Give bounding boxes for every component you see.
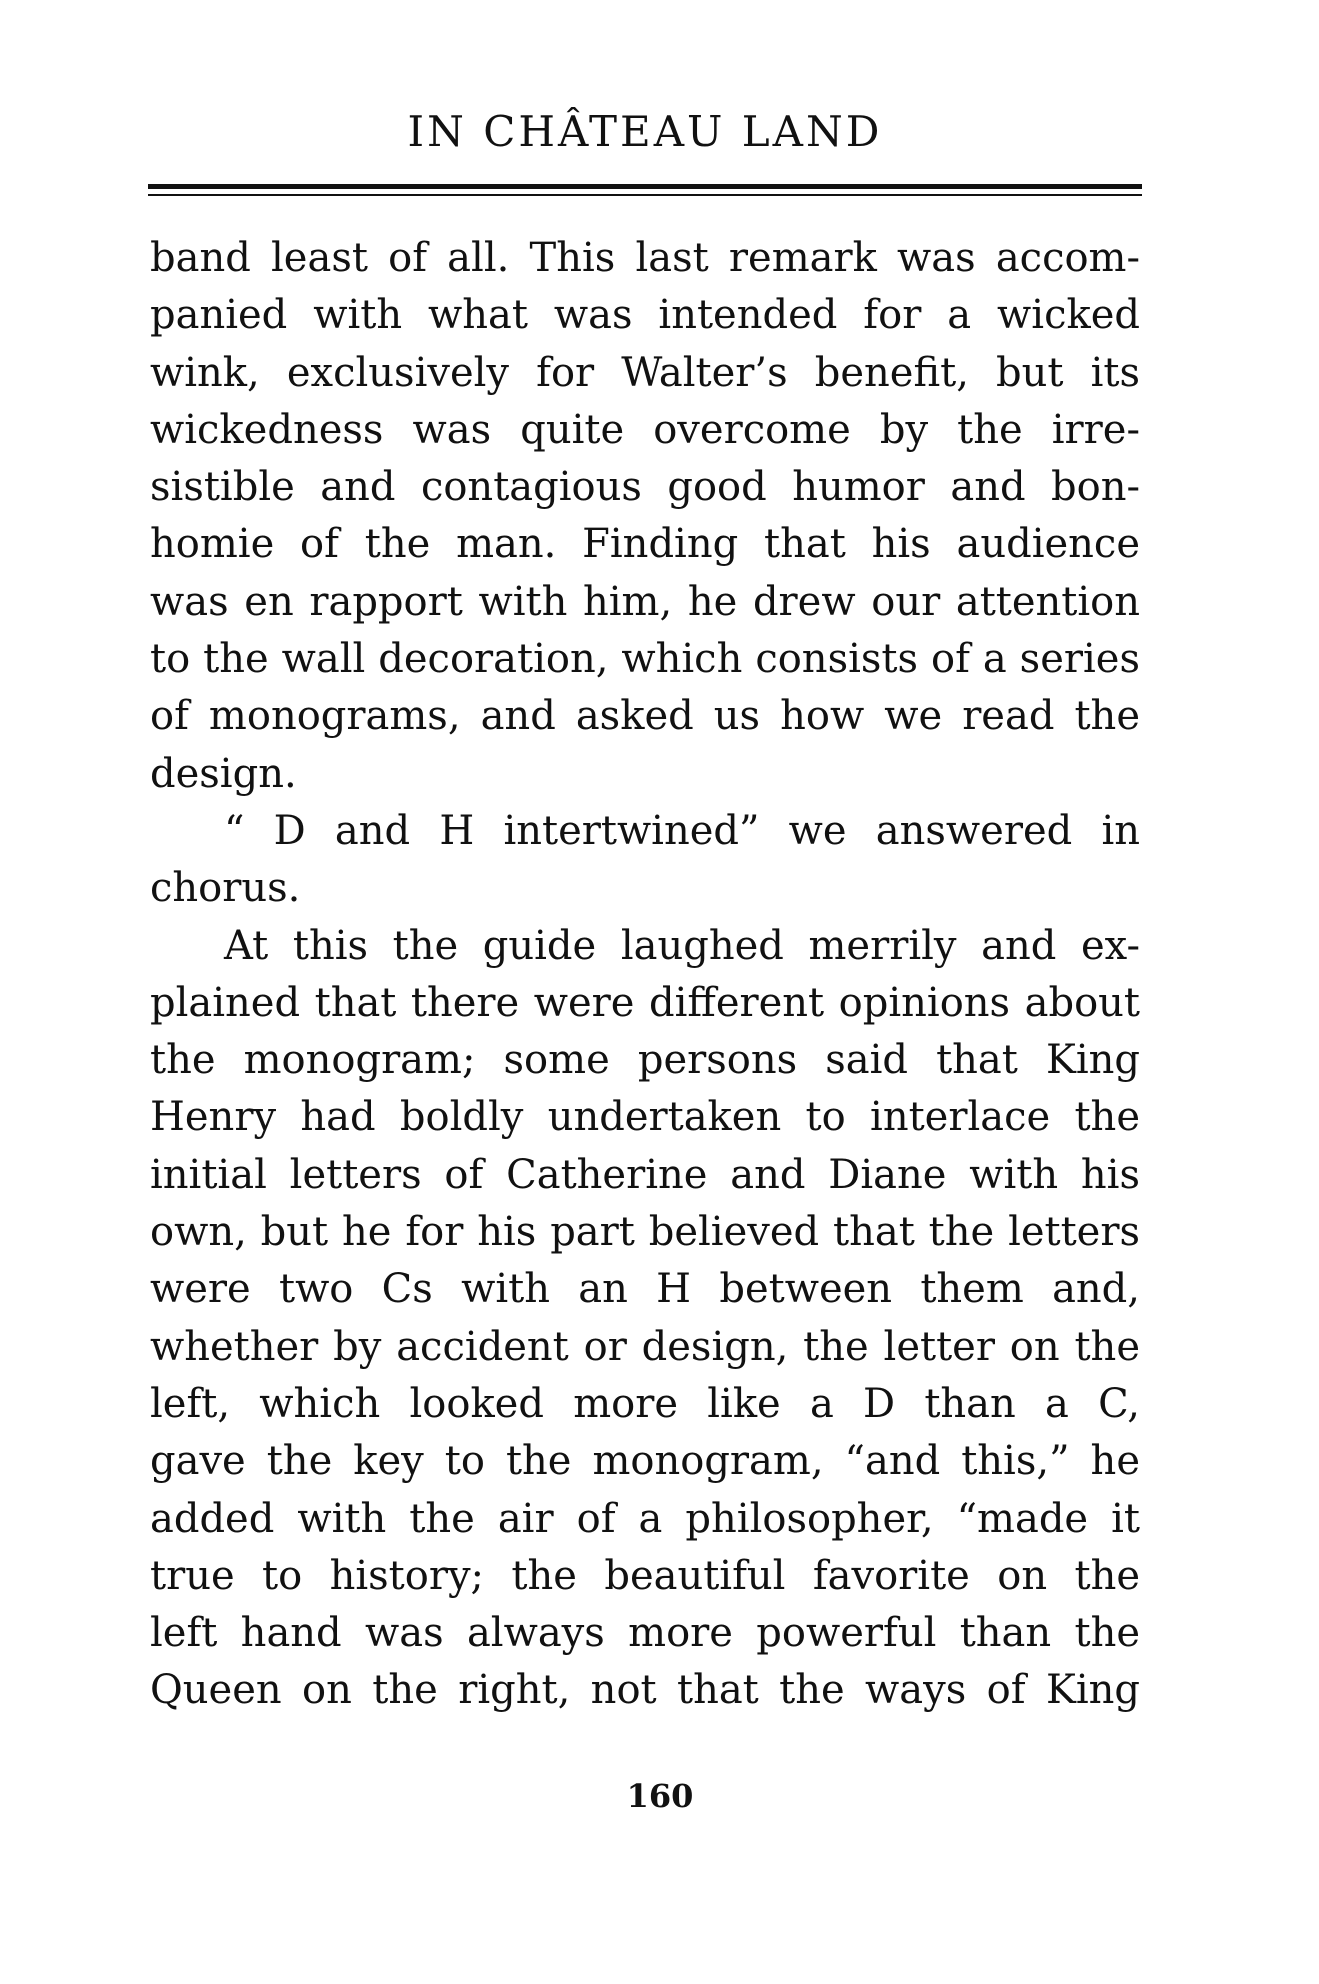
header-rule-thin: [148, 194, 1142, 196]
text-line: of monograms, and asked us how we read the: [150, 693, 1140, 740]
text-line: whether by accident or design, the letter on the: [150, 1323, 1140, 1370]
text-line: left, which looked more like a D than a C,: [150, 1380, 1140, 1427]
text-line: plained that there were different opinions about: [150, 979, 1140, 1026]
text-line: the monogram; some persons said that King: [150, 1037, 1140, 1084]
text-line: wickedness was quite overcome by the irre-: [150, 406, 1140, 453]
text-line: “ D and H intertwined” we answered in: [224, 807, 1140, 854]
text-line: Henry had boldly undertaken to interlace the: [150, 1094, 1140, 1141]
text-line: to the wall decoration, which consists of a series: [150, 636, 1140, 683]
text-line: At this the guide laughed merrily and ex-: [224, 922, 1140, 969]
page-number: 160: [626, 1777, 694, 1815]
text-line: homie of the man. Finding that his audience: [150, 521, 1140, 568]
text-line: was en rapport with him, he drew our attention: [150, 578, 1140, 625]
text-line: gave the key to the monogram, “and this,” he: [150, 1438, 1140, 1485]
body-text: [150, 230, 1140, 1720]
text-line: own, but he for his part believed that the letters: [150, 1209, 1140, 1256]
text-line: were two Cs with an H between them and,: [150, 1266, 1140, 1313]
header-rule-thick: [148, 184, 1142, 189]
text-line: true to history; the beautiful favorite on the: [150, 1552, 1140, 1599]
text-line: wink, exclusively for Walter’s benefit, but its: [150, 349, 1140, 396]
text-line: chorus.: [150, 865, 301, 912]
text-line: added with the air of a philosopher, “made it: [150, 1495, 1140, 1542]
text-line: band least of all. This last remark was accom-: [150, 235, 1140, 281]
text-line: sistible and contagious good humor and bon-: [150, 464, 1140, 511]
text-line: Queen on the right, not that the ways of King: [150, 1667, 1140, 1714]
text-line: left hand was always more powerful than the: [150, 1610, 1140, 1657]
text-line: design.: [150, 750, 297, 797]
running-title: IN CHÂTEAU LAND: [407, 107, 883, 156]
text-line: initial letters of Catherine and Diane with his: [150, 1151, 1140, 1198]
text-line: panied with what was intended for a wicked: [150, 292, 1140, 339]
